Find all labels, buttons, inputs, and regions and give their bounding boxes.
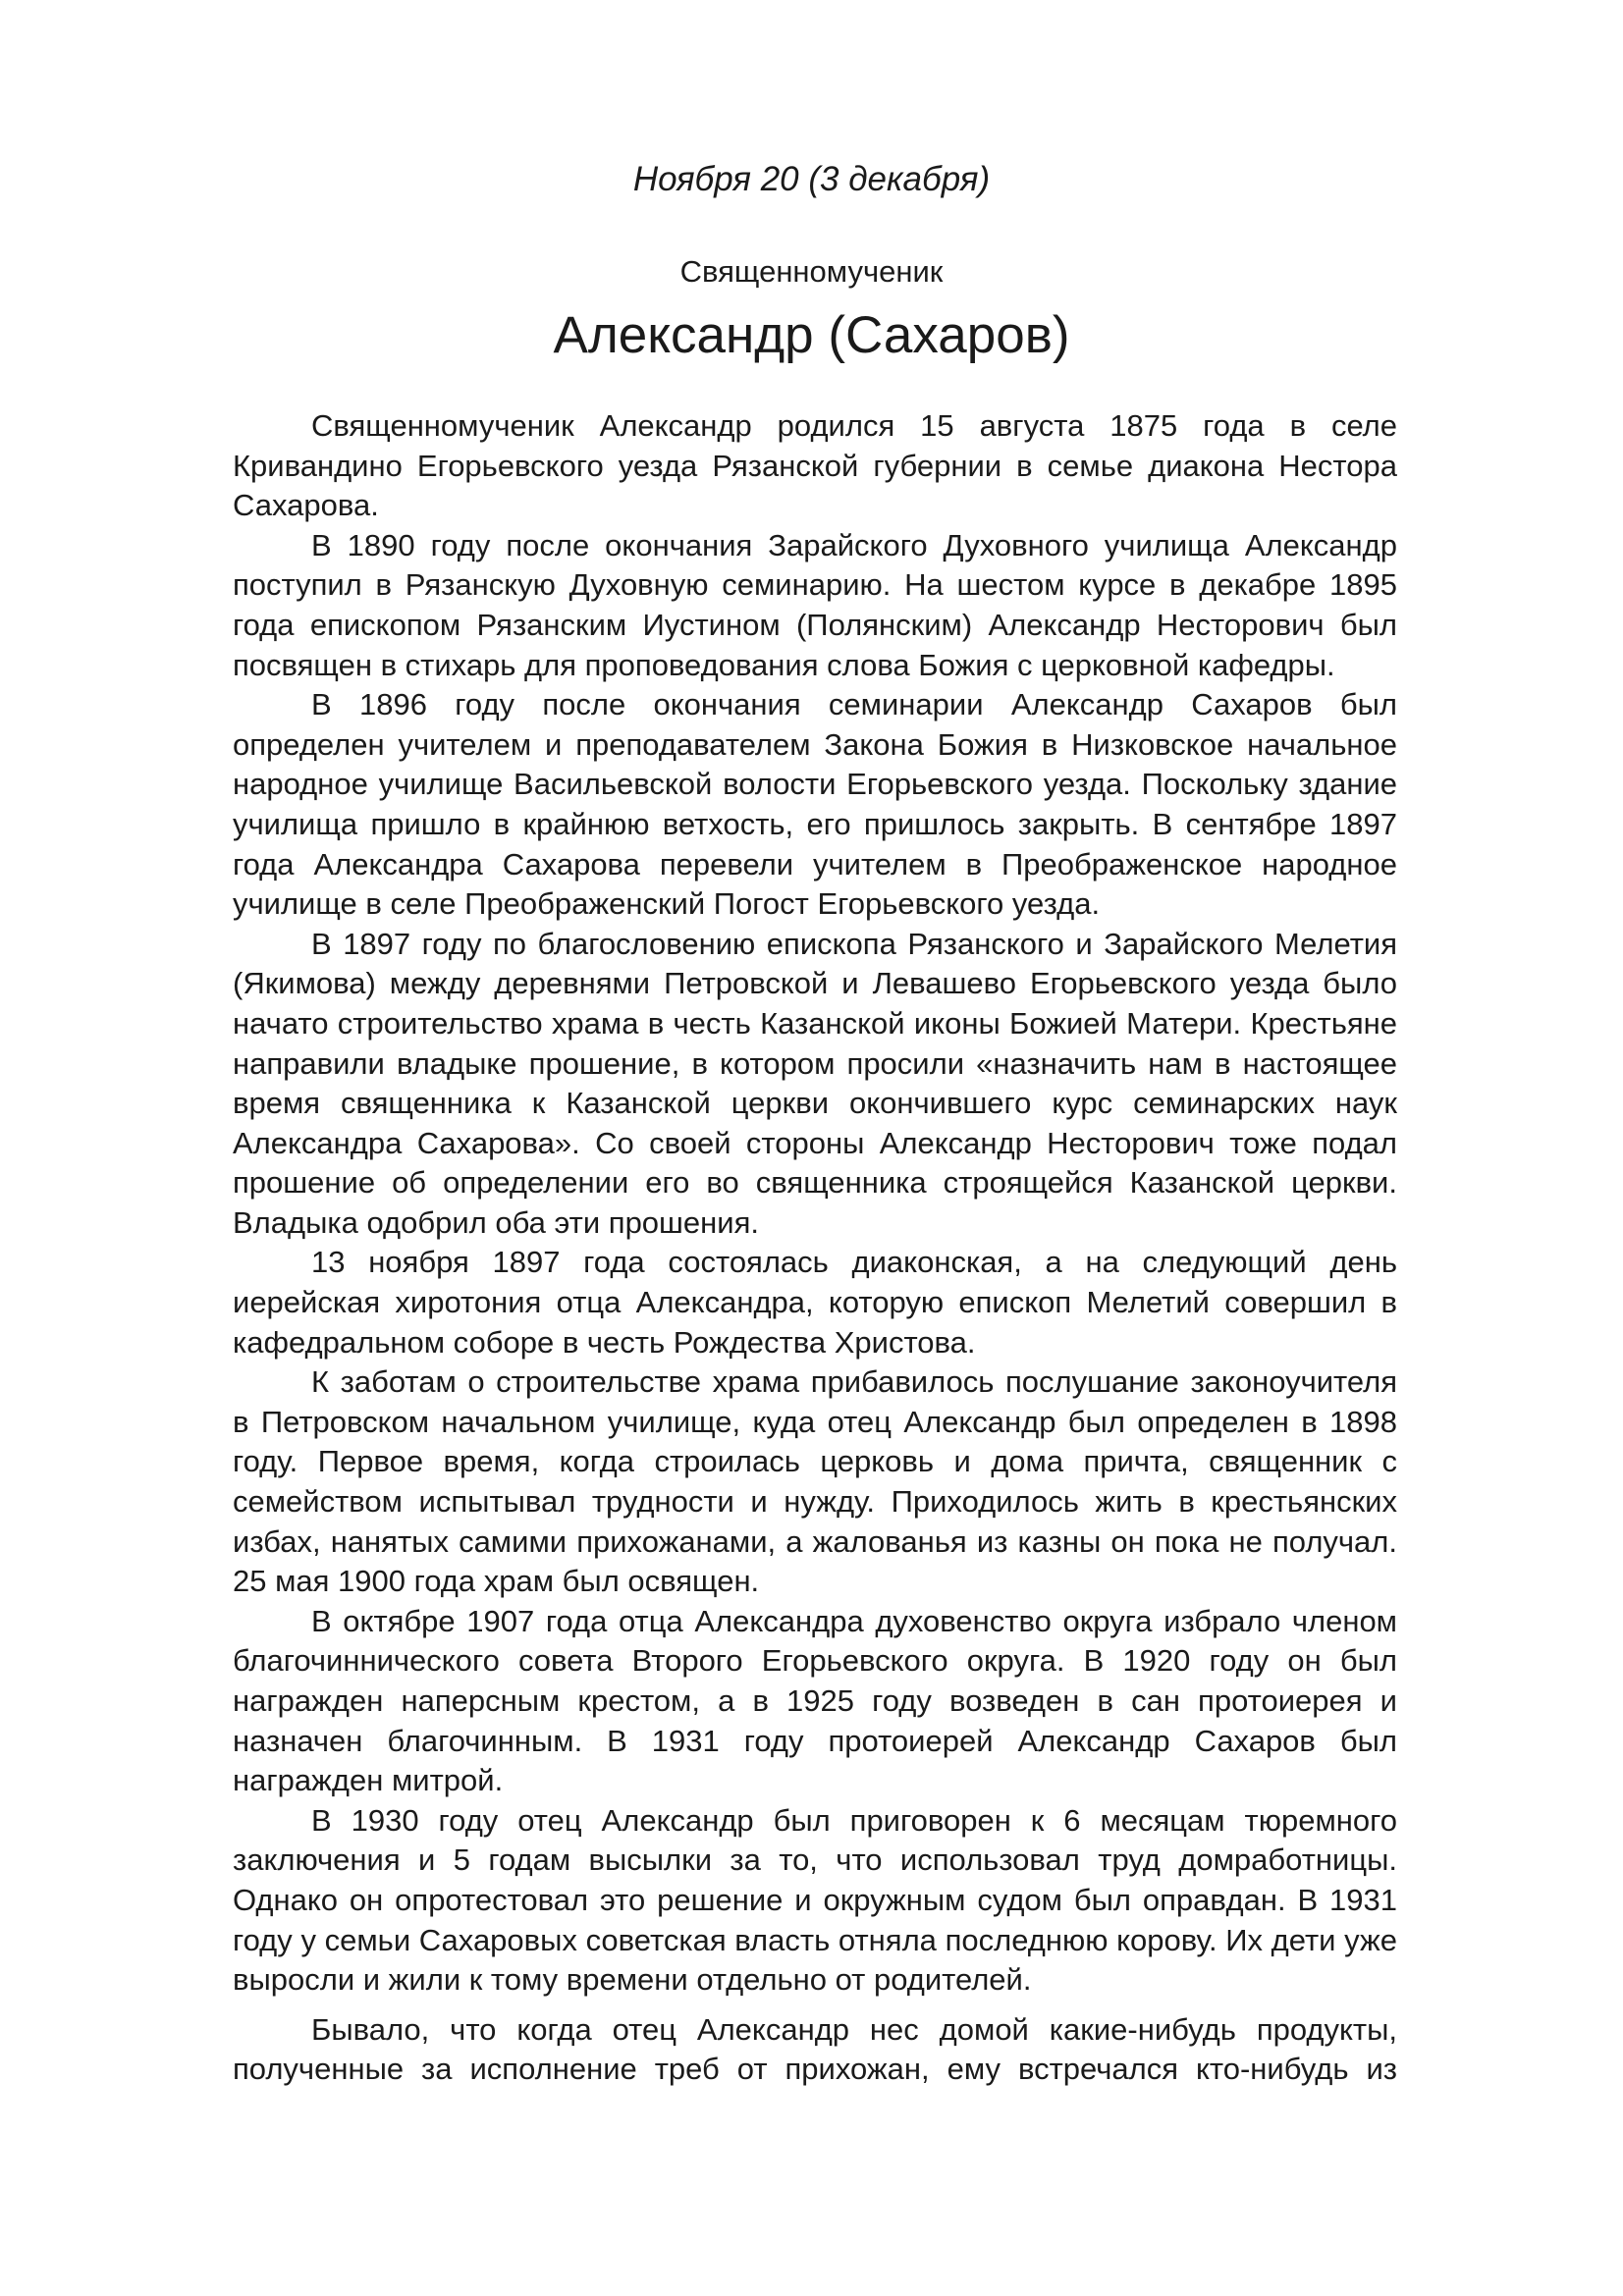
paragraph: В 1890 году после окончания Зарайского Духовного училища Александр поступил в Рязанскую Духовную семинарию. На шестом курсе в декабре 1895 года епископом Рязанским Иустином (Полянским) Александр Несторович был посвящен в стихарь для проповедования слова Божия с церковной кафедры. [233, 527, 1397, 682]
date-line: Ноября 20 (3 декабря) [632, 160, 991, 198]
paragraph: К заботам о строительстве храма прибавилось послушание законоучителя в Петровском начальном училище, куда отец Александр был определен в 1898 году. Первое время, когда строилась церковь и дома причта, священник с семейством испытывал трудности и нужду. Приходилось жить в крестьянских избах, нанятых самими прихожанами, а жалованья из казны он пока не получал. 25 мая 1900 года храм был освящен. [233, 1364, 1397, 1599]
paragraph: Бывало, что когда отец Александр нес домой какие-нибудь продукты, полученные за исполнение треб от прихожан, ему встречался кто-нибудь из [233, 2011, 1397, 2087]
page-title: Александр (Сахаров) [553, 306, 1070, 364]
paragraph: 13 ноября 1897 года состоялась диаконская, а на следующий день иерейская хиротония отца Александра, которую епископ Мелетий совершил в кафедральном соборе в честь Рождества Христова. [233, 1245, 1397, 1360]
body-text [233, 406, 1397, 2090]
paragraph: В 1930 году отец Александр был приговорен к 6 месяцам тюремного заключения и 5 годам высылки за то, что использовал труд домработницы. Однако он опротестовал это решение и окружным судом был оправдан. В 1931 году у семьи Сахаровых советская власть отняла последнюю корову. Их дети уже выросли и жили к тому времени отдельно от родителей. [233, 1802, 1397, 1998]
paragraph: В 1896 году после окончания семинарии Александр Сахаров был определен учителем и преподавателем Закона Божия в Низковское начальное народное училище Васильевской волости Егорьевского уезда. Поскольку здание училища пришло в крайнюю ветхость, его пришлось закрыть. В сентябре 1897 года Александра Сахарова перевели учителем в Преображенское народное училище в селе Преображенский Погост Егорьевского уезда. [233, 687, 1397, 922]
paragraph: Священномученик Александр родился 15 августа 1875 года в селе Кривандино Егорьевского уезда Рязанской губернии в семье диакона Нестора Сахарова. [233, 408, 1397, 523]
paragraph: В 1897 году по благословению епископа Рязанского и Зарайского Мелетия (Якимова) между деревнями Петровской и Левашево Егорьевского уезда было начато строительство храма в честь Казанской иконы Божией Матери. Крестьяне направили владыке прошение, в котором просили «назначить нам в настоящее время священника к Казанской церкви окончившего курс семинарских наук Александра Сахарова». Со своей стороны Александр Несторович тоже подал прошение об определении его во священника строящейся Казанской церкви. Владыка одобрил оба эти прошения. [233, 926, 1397, 1240]
subtitle: Священномученик [679, 254, 944, 289]
paragraph: В октябре 1907 года отца Александра духовенство округа избрало членом благочиннического совета Второго Егорьевского округа. В 1920 году он был награжден наперсным крестом, а в 1925 году возведен в сан протоиерея и назначен благочинным. В 1931 году протоиерей Александр Сахаров был награжден митрой. [233, 1603, 1397, 1798]
